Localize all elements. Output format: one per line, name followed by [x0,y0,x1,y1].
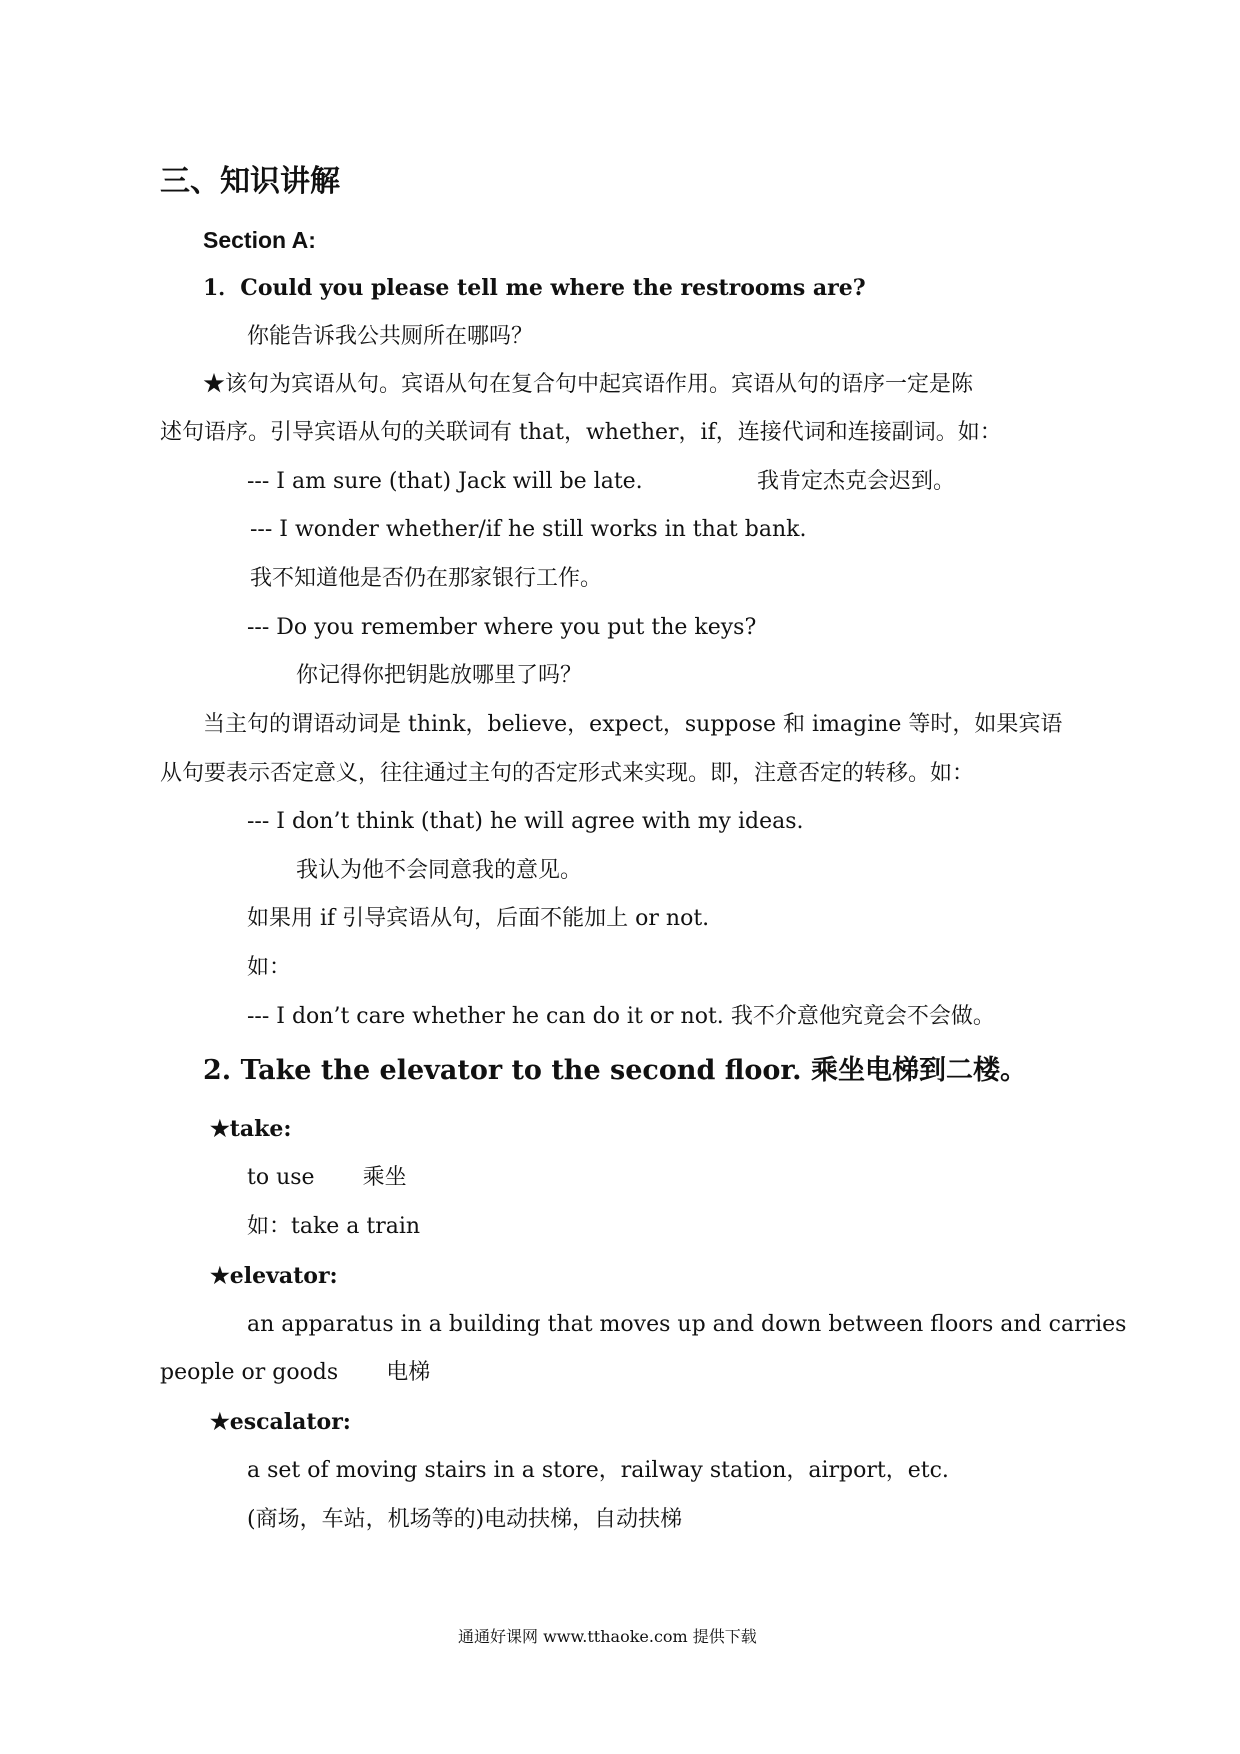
negation-note-line2: 从句要表示否定意义，往往通过主句的否定形式来实现。即，注意否定的转移。如： [160,761,975,786]
elevator-def-line2 [160,1358,430,1388]
elevator-def-line1: an apparatus in a building that moves up and down between floors and carries [247,1312,1127,1337]
item2-title-en: 2. Take the elevator to the second floor. [203,1055,802,1086]
escalator-def: a set of moving stairs in a store，railway station，airport，etc. [247,1458,949,1483]
section-title: 三、知识讲解 [160,164,340,199]
item1-title: 1．Could you please tell me where the restrooms are? [203,275,866,301]
take-example: 如：take a train [247,1214,421,1239]
if-note: 如果用 if 引导宾语从句，后面不能加上 or not. [247,906,710,931]
elevator-label: ★elevator: [210,1263,338,1289]
example4-zh: 我认为他不会同意我的意见。 [296,858,583,883]
item1-note-line2: 述句语序。引导宾语从句的关联词有 that，whether，if，连接代词和连接副词。如： [160,420,1002,445]
negation-note-line1: 当主句的谓语动词是 think，believe，expect，suppose 和 imagine 等时，如果宾语 [203,712,1063,737]
section-a-heading: Section A: [203,227,316,253]
example3-zh: 你记得你把钥匙放哪里了吗？ [296,663,583,688]
example5-en: --- I don’t care whether he can do it or not. [247,1004,724,1029]
example2-en: --- I wonder whether/if he still works in that bank. [250,517,807,542]
example3-en: --- Do you remember where you put the keys? [247,615,757,640]
elevator-def2-en: people or goods [160,1360,339,1385]
example4-en: --- I don’t think (that) he will agree with my ideas. [247,809,804,834]
item2-title-zh: 乘坐电梯到二楼。 [810,1055,1027,1086]
item2-title [203,1053,1027,1089]
take-definition [247,1163,407,1193]
item1-translation: 你能告诉我公共厕所在哪吗？ [247,324,534,349]
example5 [247,1002,995,1032]
take-def-en: to use [247,1165,315,1190]
example1-zh: 我肯定杰克会迟到。 [757,469,956,494]
page-footer: 通通好课网 www.tthaoke.com 提供下载 [458,1627,757,1646]
escalator-label: ★escalator: [210,1409,351,1435]
take-def-zh: 乘坐 [362,1165,407,1190]
escalator-zh: (商场，车站，机场等的)电动扶梯，自动扶梯 [247,1507,683,1532]
example1-en: --- I am sure (that) Jack will be late. [247,469,643,494]
take-label: ★take: [210,1116,292,1142]
elevator-def2-zh: 电梯 [386,1360,431,1385]
item1-note-line1: ★该句为宾语从句。宾语从句在复合句中起宾语作用。宾语从句的语序一定是陈 [203,372,974,397]
example5-zh: 我不介意他究竟会不会做。 [730,1004,995,1029]
ru-label: 如： [247,955,292,980]
example2-zh: 我不知道他是否仍在那家银行工作。 [250,566,603,591]
